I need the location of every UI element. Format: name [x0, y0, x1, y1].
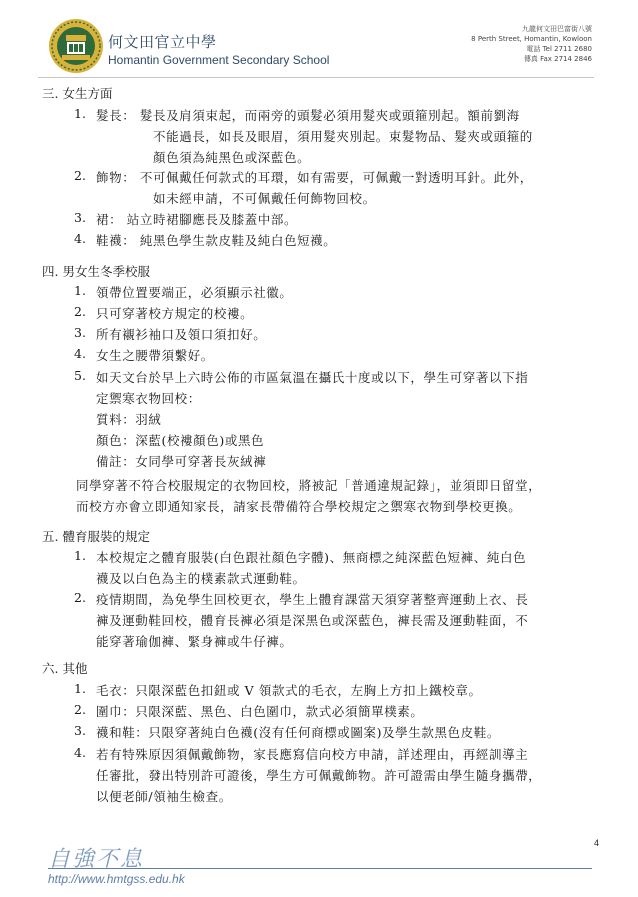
list-item-text: 髮長： 髮長及肩須束起，而兩旁的頭髮必須用髮夾或頭箍別起。額前劉海	[96, 108, 520, 123]
list-number: 2.	[74, 702, 86, 717]
list-number: 1.	[74, 106, 86, 121]
list-item-text: 所有襯衫袖口及領口須扣好。	[96, 327, 267, 342]
list-item-text: 裙： 站立時裙腳應長及膝蓋中部。	[96, 212, 298, 227]
section-title-pe-uniform: 五. 體育服裝的規定	[42, 529, 150, 544]
list-item-text: 圍巾：只限深藍、黑色、白色圍巾，款式必須簡單樸素。	[96, 704, 424, 719]
section-title-others: 六. 其他	[42, 661, 88, 676]
fax: 傳真 Fax 2714 2846	[523, 55, 592, 63]
header-divider	[38, 77, 594, 78]
list-number: 5.	[74, 368, 86, 383]
list-item-text: 如天文台於早上六時公佈的市區氣溫在攝氏十度或以下，學生可穿著以下指	[96, 370, 529, 385]
school-name-chinese: 何文田官立中學	[108, 33, 217, 51]
page-number: 4	[594, 838, 600, 848]
list-item-text: 顏色須為純黑色或深藍色。	[153, 150, 311, 165]
list-item-text: 鞋襪： 純黑色學生款皮鞋及純白色短襪。	[96, 233, 337, 248]
school-address	[471, 24, 592, 64]
list-item-text: 毛衣：只限深藍色扣鈕或 V 領款式的毛衣，左胸上方扣上鐵校章。	[96, 683, 482, 698]
list-item-text: 襪及以白色為主的樸素款式運動鞋。	[96, 571, 306, 586]
list-number: 4.	[74, 745, 86, 760]
list-number: 4.	[74, 231, 86, 246]
list-item-text: 若有特殊原因須佩戴飾物，家長應寫信向校方申請，詳述理由，再經訓導主	[96, 747, 529, 762]
list-number: 2.	[74, 168, 86, 183]
school-name-english: Homantin Government Secondary School	[108, 53, 330, 67]
list-number: 2.	[74, 590, 86, 605]
list-item-text: 女生之腰帶須繫好。	[96, 348, 214, 363]
list-item-text: 襪和鞋：只限穿著純白色襪(沒有任何商標或圖案)及學生款黑色皮鞋。	[96, 725, 500, 740]
list-item-text: 質料：羽絨	[96, 412, 162, 427]
list-number: 3.	[74, 325, 86, 340]
list-item-text: 不能過長，如長及眼眉，須用髮夾別起。束髮物品、髮夾或頭箍的	[153, 129, 533, 144]
section-title-winter-uniform: 四. 男女生冬季校服	[42, 264, 150, 279]
list-number: 4.	[74, 346, 86, 361]
school-crest-icon	[48, 18, 104, 74]
list-item-text: 任審批，發出特別許可證後，學生方可佩戴飾物。許可證需由學生隨身攜帶，	[96, 768, 542, 783]
list-item-text: 本校規定之體育服裝(白色跟社顏色字體)、無商標之純深藍色短褲、純白色	[96, 550, 527, 565]
list-item-text: 只可穿著校方規定的校褸。	[96, 306, 254, 321]
list-number: 3.	[74, 210, 86, 225]
section-title-girls: 三. 女生方面	[42, 86, 113, 101]
list-item-text: 疫情期間，為免學生回校更衣，學生上體育課當天須穿著整齊運動上衣、長	[96, 592, 529, 607]
list-item-text: 以便老師/領袖生檢查。	[96, 789, 232, 804]
address-chinese: 九龍何文田巴富街八號	[522, 25, 592, 33]
list-item-text: 定禦寒衣物回校：	[96, 391, 201, 406]
list-number: 1.	[74, 283, 86, 298]
list-number: 2.	[74, 304, 86, 319]
list-item-text: 如未經申請，不可佩戴任何飾物回校。	[153, 191, 376, 206]
note-text: 同學穿著不符合校服規定的衣物回校，將被記「普通違規記錄」，並須即日留堂，	[76, 478, 542, 493]
note-text: 而校方亦會立即通知家長，請家長帶備符合學校規定之禦寒衣物到學校更換。	[76, 499, 522, 514]
list-item-text: 能穿著瑜伽褲、緊身褲或牛仔褲。	[96, 634, 293, 649]
school-website-link[interactable]: http://www.hmtgss.edu.hk	[48, 872, 185, 886]
school-motto: 自強不息	[48, 847, 145, 872]
list-item-text: 褲及運動鞋回校，體育長褲必須是深黑色或深藍色，褲長需及運動鞋面，不	[96, 613, 529, 628]
list-item-text: 顏色：深藍(校褸顏色)或黑色	[96, 433, 265, 448]
footer-divider	[48, 868, 592, 869]
list-number: 1.	[74, 681, 86, 696]
telephone: 電話 Tel 2711 2680	[526, 45, 592, 53]
list-item-text: 備註：女同學可穿著長灰絨褲	[96, 454, 267, 469]
address-english: 8 Perth Street, Homantin, Kowloon	[471, 35, 592, 43]
list-number: 1.	[74, 548, 86, 563]
list-item-text: 領帶位置要端正，必須顯示社徽。	[96, 285, 293, 300]
list-number: 3.	[74, 723, 86, 738]
list-item-text: 飾物： 不可佩戴任何款式的耳環，如有需要，可佩戴一對透明耳針。此外，	[96, 170, 533, 185]
